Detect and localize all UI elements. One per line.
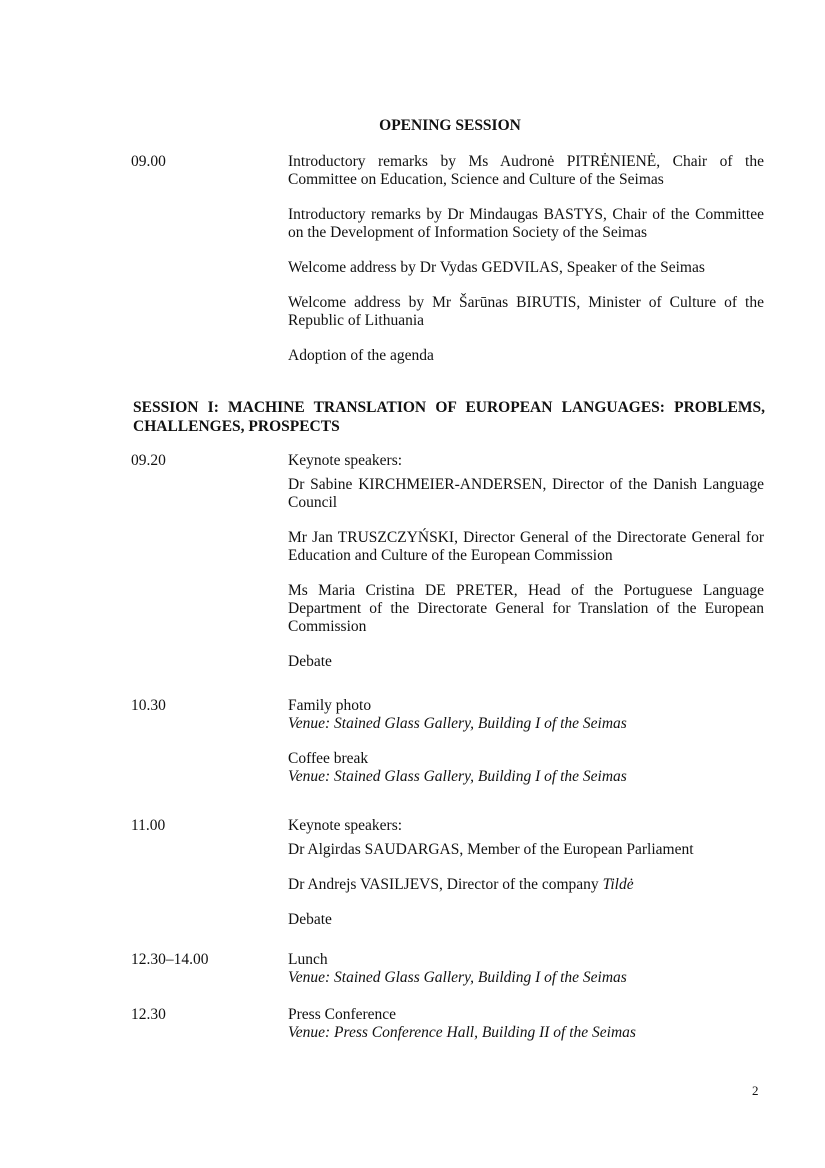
venue-text: Venue: Stained Glass Gallery, Building I of the Seimas: [288, 768, 627, 785]
keynote-label: Keynote speakers:: [288, 817, 403, 834]
page-number: 2: [752, 1083, 759, 1098]
venue-text: Venue: Stained Glass Gallery, Building I of the Seimas: [288, 715, 627, 732]
speaker-entry: Dr Sabine KIRCHMEIER-ANDERSEN, Director of the Danish Language Council: [288, 476, 764, 511]
keynote-label: Keynote speakers:: [288, 452, 403, 469]
time-label: 09.00: [131, 153, 166, 170]
agenda-entry: Adoption of the agenda: [288, 347, 434, 364]
agenda-entries: [288, 951, 764, 987]
agenda-entry: Welcome address by Dr Vydas GEDVILAS, Speaker of the Seimas: [288, 259, 705, 276]
family-photo-entry: [288, 697, 764, 733]
speaker-entry: Mr Jan TRUSZCZYŃSKI, Director General of the Directorate General for Education and Culture of the European Commission: [288, 529, 764, 564]
session-1-heading: SESSION I: MACHINE TRANSLATION OF EUROPEAN LANGUAGES: PROBLEMS, CHALLENGES, PROSPECTS: [133, 399, 765, 435]
speaker-text: Dr Andrejs VASILJEVS, Director of the company: [288, 876, 599, 893]
opening-session-heading: OPENING SESSION: [379, 117, 521, 134]
time-label: 09.20: [131, 452, 166, 469]
time-label: 10.30: [131, 697, 166, 714]
agenda-entries: [288, 697, 764, 786]
agenda-entries: [288, 452, 764, 671]
lunch-label: Lunch: [288, 951, 328, 968]
press-conference-entry: [288, 1006, 764, 1042]
agenda-entry: Introductory remarks by Dr Mindaugas BASTYS, Chair of the Committee on the Development of Information Society of the Seimas: [288, 206, 764, 241]
coffee-break-entry: [288, 750, 764, 786]
coffee-break-label: Coffee break: [288, 750, 369, 767]
agenda-entries: [288, 153, 764, 365]
company-name: Tildė: [602, 876, 634, 893]
speaker-entry: Dr Algirdas SAUDARGAS, Member of the European Parliament: [288, 841, 694, 858]
lunch-entry: [288, 951, 764, 987]
venue-text: Venue: Stained Glass Gallery, Building I of the Seimas: [288, 969, 627, 986]
agenda-entries: [288, 817, 764, 929]
time-label: 12.30–14.00: [131, 951, 209, 968]
speaker-entry: [288, 876, 764, 894]
debate-entry: Debate: [288, 653, 332, 670]
agenda-entry: Introductory remarks by Ms Audronė PITRĖNIENĖ, Chair of the Committee on Education, Science and Culture of the Seimas: [288, 153, 764, 188]
debate-entry: Debate: [288, 911, 332, 928]
speaker-entry: Ms Maria Cristina DE PRETER, Head of the Portuguese Language Department of the Directorate General for Translation of the European Commission: [288, 582, 764, 635]
venue-text: Venue: Press Conference Hall, Building II of the Seimas: [288, 1024, 636, 1041]
agenda-entry: Welcome address by Mr Šarūnas BIRUTIS, Minister of Culture of the Republic of Lithuania: [288, 294, 764, 329]
time-label: 12.30: [131, 1006, 166, 1023]
time-label: 11.00: [131, 817, 166, 834]
family-photo-label: Family photo: [288, 697, 372, 714]
agenda-entries: [288, 1006, 764, 1042]
press-conference-label: Press Conference: [288, 1006, 397, 1023]
